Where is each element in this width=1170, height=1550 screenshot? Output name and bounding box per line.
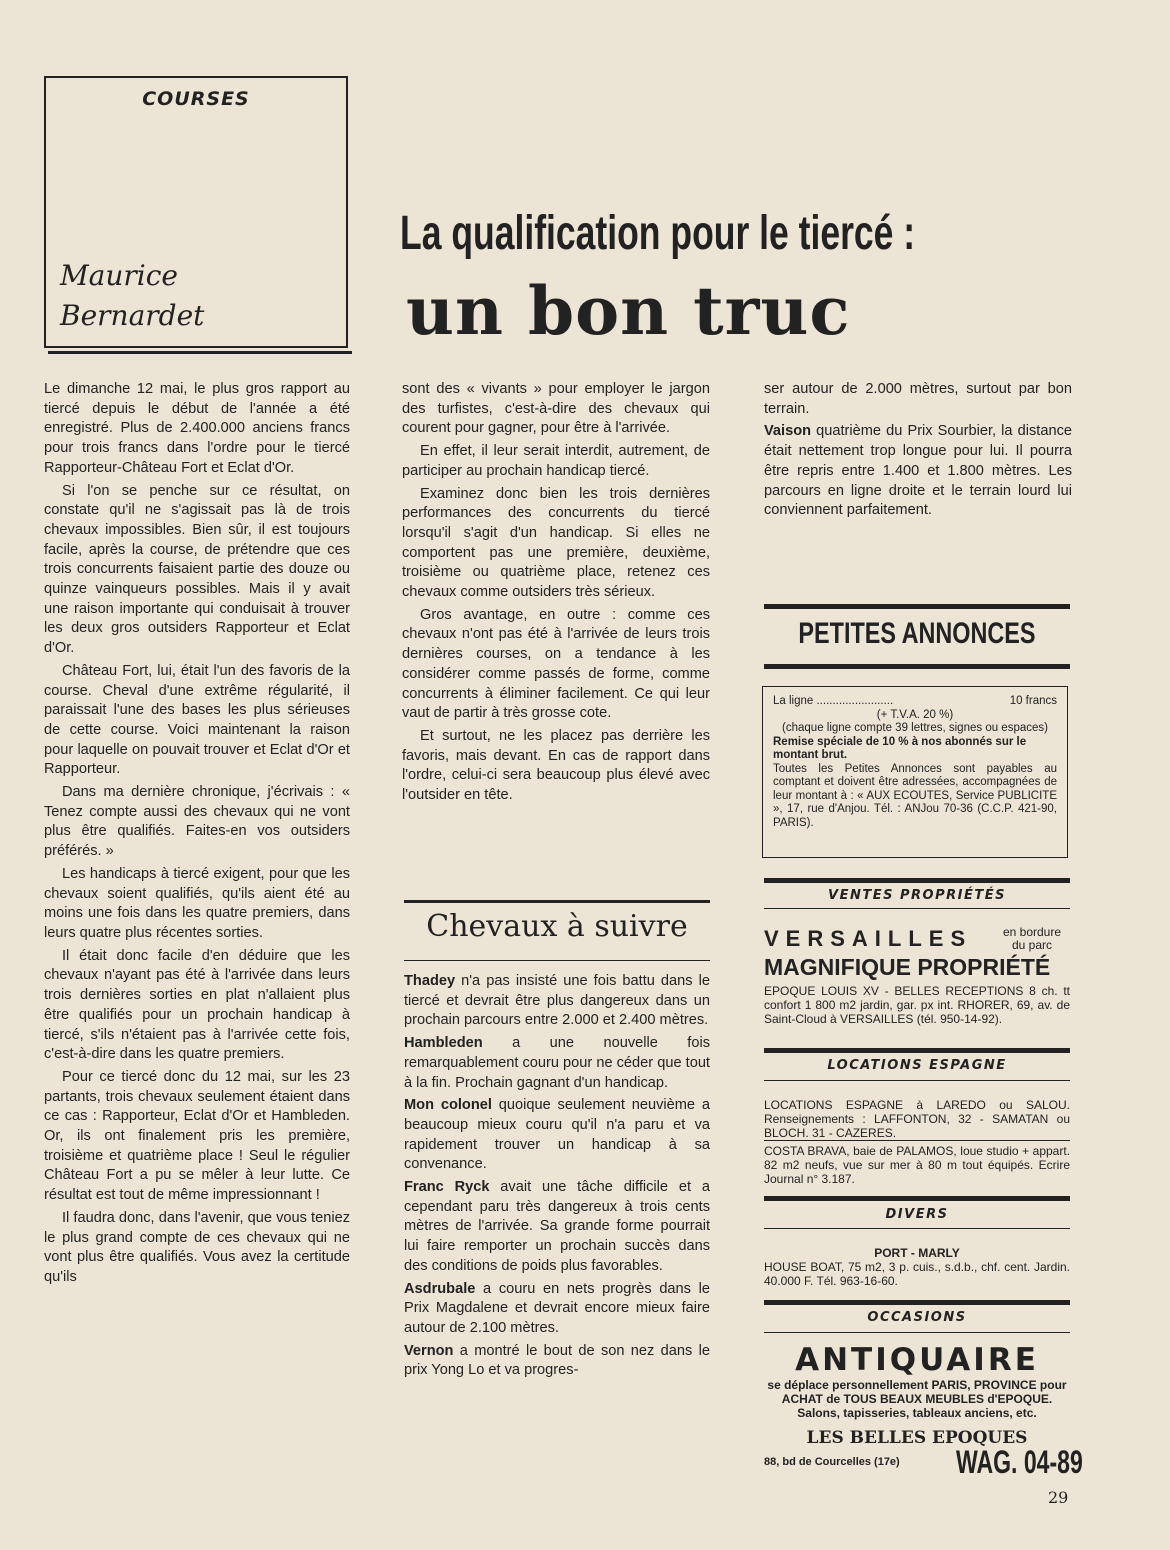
section-rule bbox=[764, 1140, 1070, 1141]
horse-entry: Asdrubale a couru en nets progrès dans le Prix Magdalene et devrait encore mieux faire autour de 2.100 mètres. bbox=[404, 1280, 710, 1336]
section-rule bbox=[764, 908, 1070, 909]
section-rule bbox=[764, 1300, 1070, 1305]
horse-name: Mon colonel bbox=[404, 1097, 492, 1114]
section-rule bbox=[764, 1048, 1070, 1053]
rubric-shadow-rule bbox=[48, 351, 352, 354]
horse-name: Vernon bbox=[404, 1342, 454, 1359]
horse-name: Franc Ryck bbox=[404, 1179, 490, 1196]
author-name: Maurice Bernardet bbox=[60, 259, 205, 332]
paragraph: Le dimanche 12 mai, le plus gros rapport au tiercé depuis le début de l'année a été enregistré. Plus de 2.400.000 anciens francs pour trois francs dans l'ordre pour le tiercé Rapporteur-Château Fort et Eclat d'Or. bbox=[44, 381, 350, 476]
classifieds-title: PETITES ANNONCES bbox=[798, 617, 1036, 650]
locations-ad: LOCATIONS ESPAGNE à LAREDO ou SALOU. Renseignements : LAFFONTON, 32 - SAMATAN ou BLOCH. 31 - CAZERES. bbox=[764, 1098, 1070, 1140]
chevaux-list bbox=[404, 972, 710, 1384]
section-rule bbox=[764, 1196, 1070, 1201]
article-column-2 bbox=[402, 380, 710, 809]
rate-line: La ligne ........................ 10 francs bbox=[773, 695, 1057, 707]
bordure-note: en bordure du parc bbox=[1002, 925, 1062, 952]
divers-heading: PORT - MARLY bbox=[874, 1246, 960, 1260]
paragraph: Gros avantage, en outre : comme ces chevaux n'ont pas été à l'arrivée de leurs trois dernières courses, on a tendance à les considérer comme passés de forme, comme concurrents à éliminer facilement. Ce qui leur vaut de partir à très grosse cote. bbox=[402, 606, 710, 722]
headline: La qualification pour le tiercé : bbox=[400, 207, 916, 260]
divers-title: DIVERS bbox=[885, 1207, 949, 1222]
paragraph: Les handicaps à tiercé exigent, pour que les chevaux soient qualifiés, qu'ils aient été au moins une fois dans les quatre premiers, dans leurs quatre plus récentes sorties. bbox=[44, 865, 350, 941]
paragraph: Pour ce tiercé donc du 12 mai, sur les 23 partants, trois chevaux seulement étaient dans ce cas : Rapporteur, Eclat d'Or et Hambleden. Or, ils ont finalement pris les première, troisième et quatrième place ! Seul le régulier Château Fort a pu se mêler à leur lutte. Ce résultat est tout de même impressionnant ! bbox=[44, 1068, 350, 1204]
horse-name: Asdrubale bbox=[404, 1280, 476, 1297]
article-column-1 bbox=[44, 380, 350, 1291]
section-rule bbox=[404, 960, 710, 961]
antiquaire-ad: se déplace personnellement PARIS, PROVINCE pour ACHAT de TOUS BEAUX MEUBLES d'EPOQUE. Salons, tapisseries, tableaux anciens, etc. bbox=[767, 1378, 1067, 1420]
paragraph: Château Fort, lui, était l'un des favoris de la course. Cheval d'une extrême régularité, il paraissait l'une des bases les plus sérieuses de cette course. Voici maintenant la raison pour laquelle on pouvait trouver et Eclat d'Or et Rapporteur. bbox=[44, 662, 350, 778]
rates-box: La ligne ........................ 10 francs (+ T.V.A. 20 %) (chaque ligne compte 39 lettres, signes ou espaces) Remise spéciale de 10 % à nos abonnés sur le montant brut. Toutes les Petites Annonces sont payables au comptant et doivent être adressées, accompagnées de leur montant à : « AUX ECOUTES, Service PUBLICITE », 17, rue d'Anjou. Tél. : ANJou 70-36 (C.C.P. 421-90, PARIS). bbox=[762, 686, 1068, 858]
occasions-title: OCCASIONS bbox=[867, 1310, 967, 1325]
horse-entry: Thadey n'a pas insisté une fois battu dans le tiercé et devrait être plus dangereux dans un prochain parcours entre 2.000 et 2.400 mètres. bbox=[404, 973, 710, 1029]
belles-epoques: LES BELLES EPOQUES bbox=[806, 1428, 1028, 1448]
article-column-3 bbox=[764, 380, 1072, 524]
paragraph: sont des « vivants » pour employer le jargon des turfistes, c'est-à-dire des chevaux qui courent pour gagner, pour être à l'arrivée. bbox=[402, 381, 710, 437]
locations-title: LOCATIONS ESPAGNE bbox=[827, 1058, 1007, 1073]
horse-name: Vaison bbox=[764, 423, 812, 440]
antiquaire-heading: ANTIQUAIRE bbox=[795, 1342, 1039, 1378]
section-rule bbox=[764, 1228, 1070, 1229]
section-rule bbox=[764, 1080, 1070, 1081]
antiquaire-phone: WAG. 04-89 bbox=[956, 1444, 1083, 1480]
horse-name: Hambleden bbox=[404, 1035, 483, 1052]
paragraph: Si l'on se penche sur ce résultat, on constate qu'il ne s'agissait pas là de trois chevaux impossibles. Bien sûr, il est toujours facile, après la course, de prétendre que ces trois concurrents faisaient partie des douze ou quinze vainqueurs possibles. Mais il y avait une raison importante qui conduisait à trouver les deux gros outsiders Rapporteur et Eclat d'Or. bbox=[44, 482, 350, 657]
horse-entry: Vaison quatrième du Prix Sourbier, la distance était nettement trop longue pour lui. Il pourra être repris entre 1.400 et 1.800 mètres. Les parcours en ligne droite et le terrain lourd lui conviennent parfaitement. bbox=[764, 423, 1072, 519]
section-rule bbox=[764, 1332, 1070, 1333]
chevaux-title: Chevaux à suivre bbox=[426, 909, 688, 944]
section-rule bbox=[404, 900, 710, 903]
classifieds-rule bbox=[764, 604, 1070, 609]
page-number: 29 bbox=[1048, 1488, 1069, 1507]
paragraph: ser autour de 2.000 mètres, surtout par bon terrain. bbox=[764, 381, 1072, 417]
headline-subtitle: un bon truc bbox=[406, 272, 851, 350]
magnifique-heading: MAGNIFIQUE PROPRIÉTÉ bbox=[764, 954, 1051, 980]
horse-name: Thadey bbox=[404, 973, 456, 989]
ventes-title: VENTES PROPRIÉTÉS bbox=[828, 888, 1006, 903]
horse-entry: Vernon a montré le bout de son nez dans le prix Yong Lo et va progres- bbox=[404, 1342, 710, 1379]
horse-entry: Franc Ryck avait une tâche difficile et a cependant paru très dangereux à trois cents mètres de l'arrivée. Sa grande forme pourrait lui faire remporter un prochain succès dans des conditions de poids plus favorables. bbox=[404, 1179, 710, 1274]
rubric-title: COURSES bbox=[142, 88, 250, 110]
section-rule bbox=[764, 878, 1070, 883]
horse-entry: Hambleden a une nouvelle fois remarquablement couru pour ne céder que tout à la fin. Prochain gagnant d'un handicap. bbox=[404, 1035, 710, 1091]
paragraph: Examinez donc bien les trois dernières performances des concurrents du tiercé lorsqu'il s'agit d'un handicap. Si elles ne comportent pas une première, deuxième, troisième ou quatrième place, retenez ces chevaux comme outsiders très sérieux. bbox=[402, 485, 710, 601]
paragraph: En effet, il leur serait interdit, autrement, de participer au prochain handicap tiercé. bbox=[402, 443, 710, 479]
costa-brava-ad: COSTA BRAVA, baie de PALAMOS, loue studio + appart. 82 m2 neufs, vue sur mer à 80 m tout équipés. Ecrire Journal n° 3.187. bbox=[764, 1144, 1070, 1186]
versailles-ad: EPOQUE LOUIS XV - BELLES RECEPTIONS 8 ch. tt confort 1 800 m2 jardin, gar. px int. RHORER, 69, av. de Saint-Cloud à VERSAILLES (tél. 950-14-92). bbox=[764, 984, 1070, 1026]
paragraph: Dans ma dernière chronique, j'écrivais : « Tenez compte aussi des chevaux qui ne vont plus être qualifiés. Faites-en vos outsiders préférés. » bbox=[44, 784, 350, 860]
horse-entry: Mon colonel quoique seulement neuvième a beaucoup mieux couru qu'il n'a paru et va rapidement trouver un handicap à sa convenance. bbox=[404, 1097, 710, 1173]
paragraph: Il faudra donc, dans l'avenir, que vous teniez le plus grand compte de ces chevaux qui ne vont plus être qualifiés. Vous avez la certitude qu'ils bbox=[44, 1209, 350, 1285]
divers-ad: HOUSE BOAT, 75 m2, 3 p. cuis., s.d.b., chf. cent. Jardin. 40.000 F. Tél. 963-16-60. bbox=[764, 1260, 1070, 1288]
paragraph: Il était donc facile d'en déduire que les chevaux n'ayant pas été à l'arrivée dans leurs trois dernières sorties en plat n'allaient plus être qualifiés pour un prochain handicap à tiercé, s'ils n'étaient pas à l'arrivée cette fois, c'est-à-dire dans les quatre premiers. bbox=[44, 947, 350, 1063]
classifieds-rule bbox=[764, 664, 1070, 669]
antiquaire-address: 88, bd de Courcelles (17e) bbox=[764, 1456, 900, 1468]
rubric-box bbox=[44, 76, 348, 348]
paragraph: Et surtout, ne les placez pas derrière les favoris, mais devant. En cas de rapport dans l'ordre, celui-ci sera beaucoup plus élevé avec l'outsider en tête. bbox=[402, 727, 710, 804]
versailles-heading: VERSAILLES bbox=[764, 926, 973, 951]
